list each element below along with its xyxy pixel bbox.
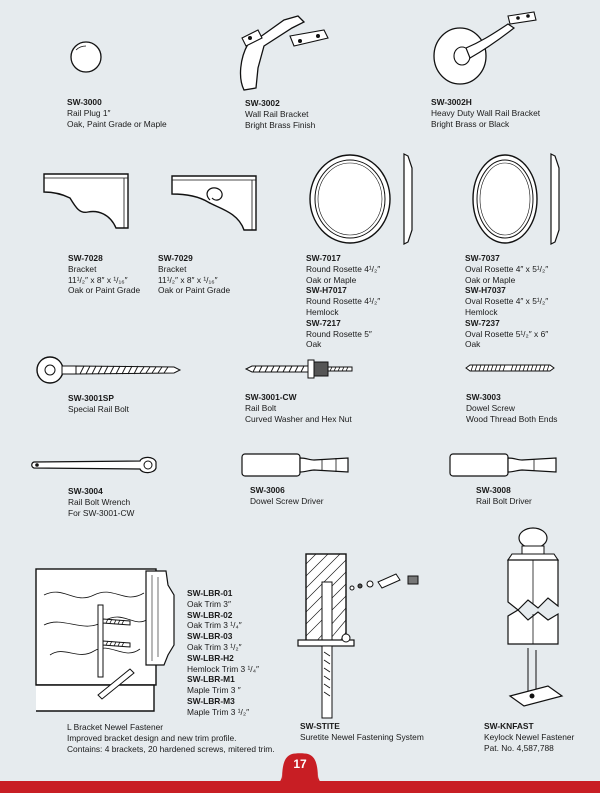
desc-line: For SW-3001-CW [68, 507, 135, 518]
desc-line: Oval Rosette 5¹/₂″ x 6″ [465, 328, 549, 339]
desc-line: Oak Trim 3″ [187, 598, 231, 609]
caption-sw-7028 [68, 253, 140, 296]
page-number: 17 [293, 757, 307, 771]
caption-sw-3002h [431, 97, 540, 129]
desc-line: Special Rail Bolt [68, 403, 129, 414]
caption-sw-3002 [245, 98, 315, 130]
oval-rosette-illustration [465, 148, 575, 250]
desc-line: Oak [306, 339, 322, 350]
sku-label: SW-7037 [465, 253, 500, 263]
desc-line: Round Rosette 5″ [306, 328, 372, 339]
desc-line: Contains: 4 brackets, 20 hardened screws, mitered trim. [67, 743, 275, 754]
desc-line: Oak or Paint Grade [158, 285, 231, 296]
sku-label: SW-LBR-H2 [187, 652, 234, 663]
desc-line: Oval Rosette 4″ x 5¹/₂″ [465, 263, 549, 274]
desc-line: Hemlock Trim 3 ¹/₄″ [187, 663, 259, 674]
caption-sw-7017-group [306, 253, 380, 350]
sku-label: SW-3006 [250, 485, 285, 495]
rail-bolt-driver-illustration [448, 450, 560, 480]
round-rosette-illustration [304, 148, 424, 250]
desc-line: Suretite Newel Fastening System [300, 731, 424, 742]
desc-line: Hemlock [306, 306, 339, 317]
desc-line: Bright Brass Finish [245, 119, 316, 130]
desc-line: Curved Washer and Hex Nut [245, 413, 352, 424]
caption-sw-7029 [158, 253, 230, 296]
keylock-newel-fastener-illustration [488, 526, 578, 722]
sku-label: SW-H7037 [465, 285, 506, 296]
caption-sw-lbr-group [187, 588, 259, 718]
desc-line: Keylock Newel Fastener [484, 731, 575, 742]
sku-label: SW-3002 [245, 98, 280, 108]
desc-line: Oval Rosette 4″ x 5¹/₂″ [465, 296, 549, 307]
desc-line: 11¹/₂″ x 8″ x ¹/₁₆″ [158, 274, 218, 285]
heavy-duty-wall-rail-bracket-illustration [430, 8, 540, 90]
bracket-7028-illustration [40, 170, 132, 232]
desc-line: Round Rosette 4¹/₂″ [306, 263, 381, 274]
desc-line: Bright Brass or Black [431, 118, 510, 129]
desc-line: Heavy Duty Wall Rail Bracket [431, 107, 541, 118]
desc-line: Maple Trim 3 ¹/₂″ [187, 706, 250, 717]
dowel-screw-illustration [464, 362, 556, 374]
sku-label: SW-LBR-03 [187, 631, 233, 642]
sku-label: SW-H7017 [306, 285, 347, 296]
bracket-7029-illustration [168, 172, 260, 234]
caption-sw-3008 [476, 485, 532, 507]
desc-line: Wall Rail Bracket [245, 108, 309, 119]
desc-line: Improved bracket design and new trim profile. [67, 732, 237, 743]
desc-line: Oak [465, 339, 481, 350]
sku-label: SW-7217 [306, 317, 341, 328]
desc-line: Oak Trim 3 ¹/₂″ [187, 641, 242, 652]
sku-label: SW-3001SP [68, 393, 114, 403]
sku-label: SW-LBR-M1 [187, 674, 235, 685]
caption-sw-3003 [466, 392, 557, 424]
desc-line: Oak or Paint Grade [68, 285, 141, 296]
special-rail-bolt-illustration [34, 355, 184, 385]
sku-label: SW-LBR-02 [187, 609, 233, 620]
desc-line: Rail Bolt Wrench [68, 496, 131, 507]
desc-line: Rail Plug 1″ [67, 107, 111, 118]
desc-line: Rail Bolt Driver [476, 495, 532, 506]
rail-bolt-curved-washer-illustration [244, 358, 356, 380]
sku-label: SW-KNFAST [484, 721, 534, 731]
desc-line: Maple Trim 3 ″ [187, 685, 241, 696]
desc-line: 11¹/₂″ x 8″ x ¹/₁₆″ [68, 274, 128, 285]
desc-line: Oak or Maple [465, 274, 516, 285]
caption-sw-3001-cw [245, 392, 352, 424]
desc-line: Bracket [158, 263, 187, 274]
wall-rail-bracket-illustration [236, 8, 336, 93]
rail-bolt-wrench-illustration [30, 454, 160, 476]
rail-plug-illustration [66, 40, 106, 74]
l-bracket-newel-fastener-illustration [34, 565, 180, 715]
desc-line: Bracket [68, 263, 97, 274]
desc-line: Oak or Maple [306, 274, 357, 285]
sku-label: SW-LBR-01 [187, 588, 233, 598]
sku-label: SW-3001-CW [245, 392, 297, 402]
caption-lbr-description [67, 722, 275, 754]
desc-line: Dowel Screw Driver [250, 495, 324, 506]
caption-sw-knfast [484, 721, 574, 753]
sku-label: SW-LBR-M3 [187, 695, 235, 706]
caption-sw-3006 [250, 485, 324, 507]
sku-label: SW-3000 [67, 97, 102, 107]
desc-line: Oak Trim 3 ¹/₄″ [187, 620, 242, 631]
sku-label: SW-7237 [465, 317, 500, 328]
desc-line: Round Rosette 4¹/₂″ [306, 296, 381, 307]
dowel-screw-driver-illustration [240, 450, 352, 480]
sku-label: SW-3004 [68, 486, 103, 496]
sku-label: SW-7017 [306, 253, 341, 263]
caption-sw-3004 [68, 486, 134, 518]
sku-label: SW-7029 [158, 253, 193, 263]
desc-line: Rail Bolt [245, 402, 277, 413]
caption-sw-3001sp [68, 393, 129, 415]
caption-sw-7037-group [465, 253, 548, 350]
desc-line: L Bracket Newel Fastener [67, 722, 164, 732]
desc-line: Hemlock [465, 306, 498, 317]
sku-label: SW-3008 [476, 485, 511, 495]
sku-label: SW-3002H [431, 97, 472, 107]
suretite-newel-fastening-illustration [296, 552, 440, 720]
caption-sw-3000 [67, 97, 167, 129]
desc-line: Pat. No. 4,587,788 [484, 742, 554, 753]
sku-label: SW-7028 [68, 253, 103, 263]
sku-label: SW-3003 [466, 392, 501, 402]
desc-line: Oak, Paint Grade or Maple [67, 118, 167, 129]
caption-sw-stite [300, 721, 424, 743]
sku-label: SW-STITE [300, 721, 340, 731]
desc-line: Wood Thread Both Ends [466, 413, 558, 424]
desc-line: Dowel Screw [466, 402, 515, 413]
